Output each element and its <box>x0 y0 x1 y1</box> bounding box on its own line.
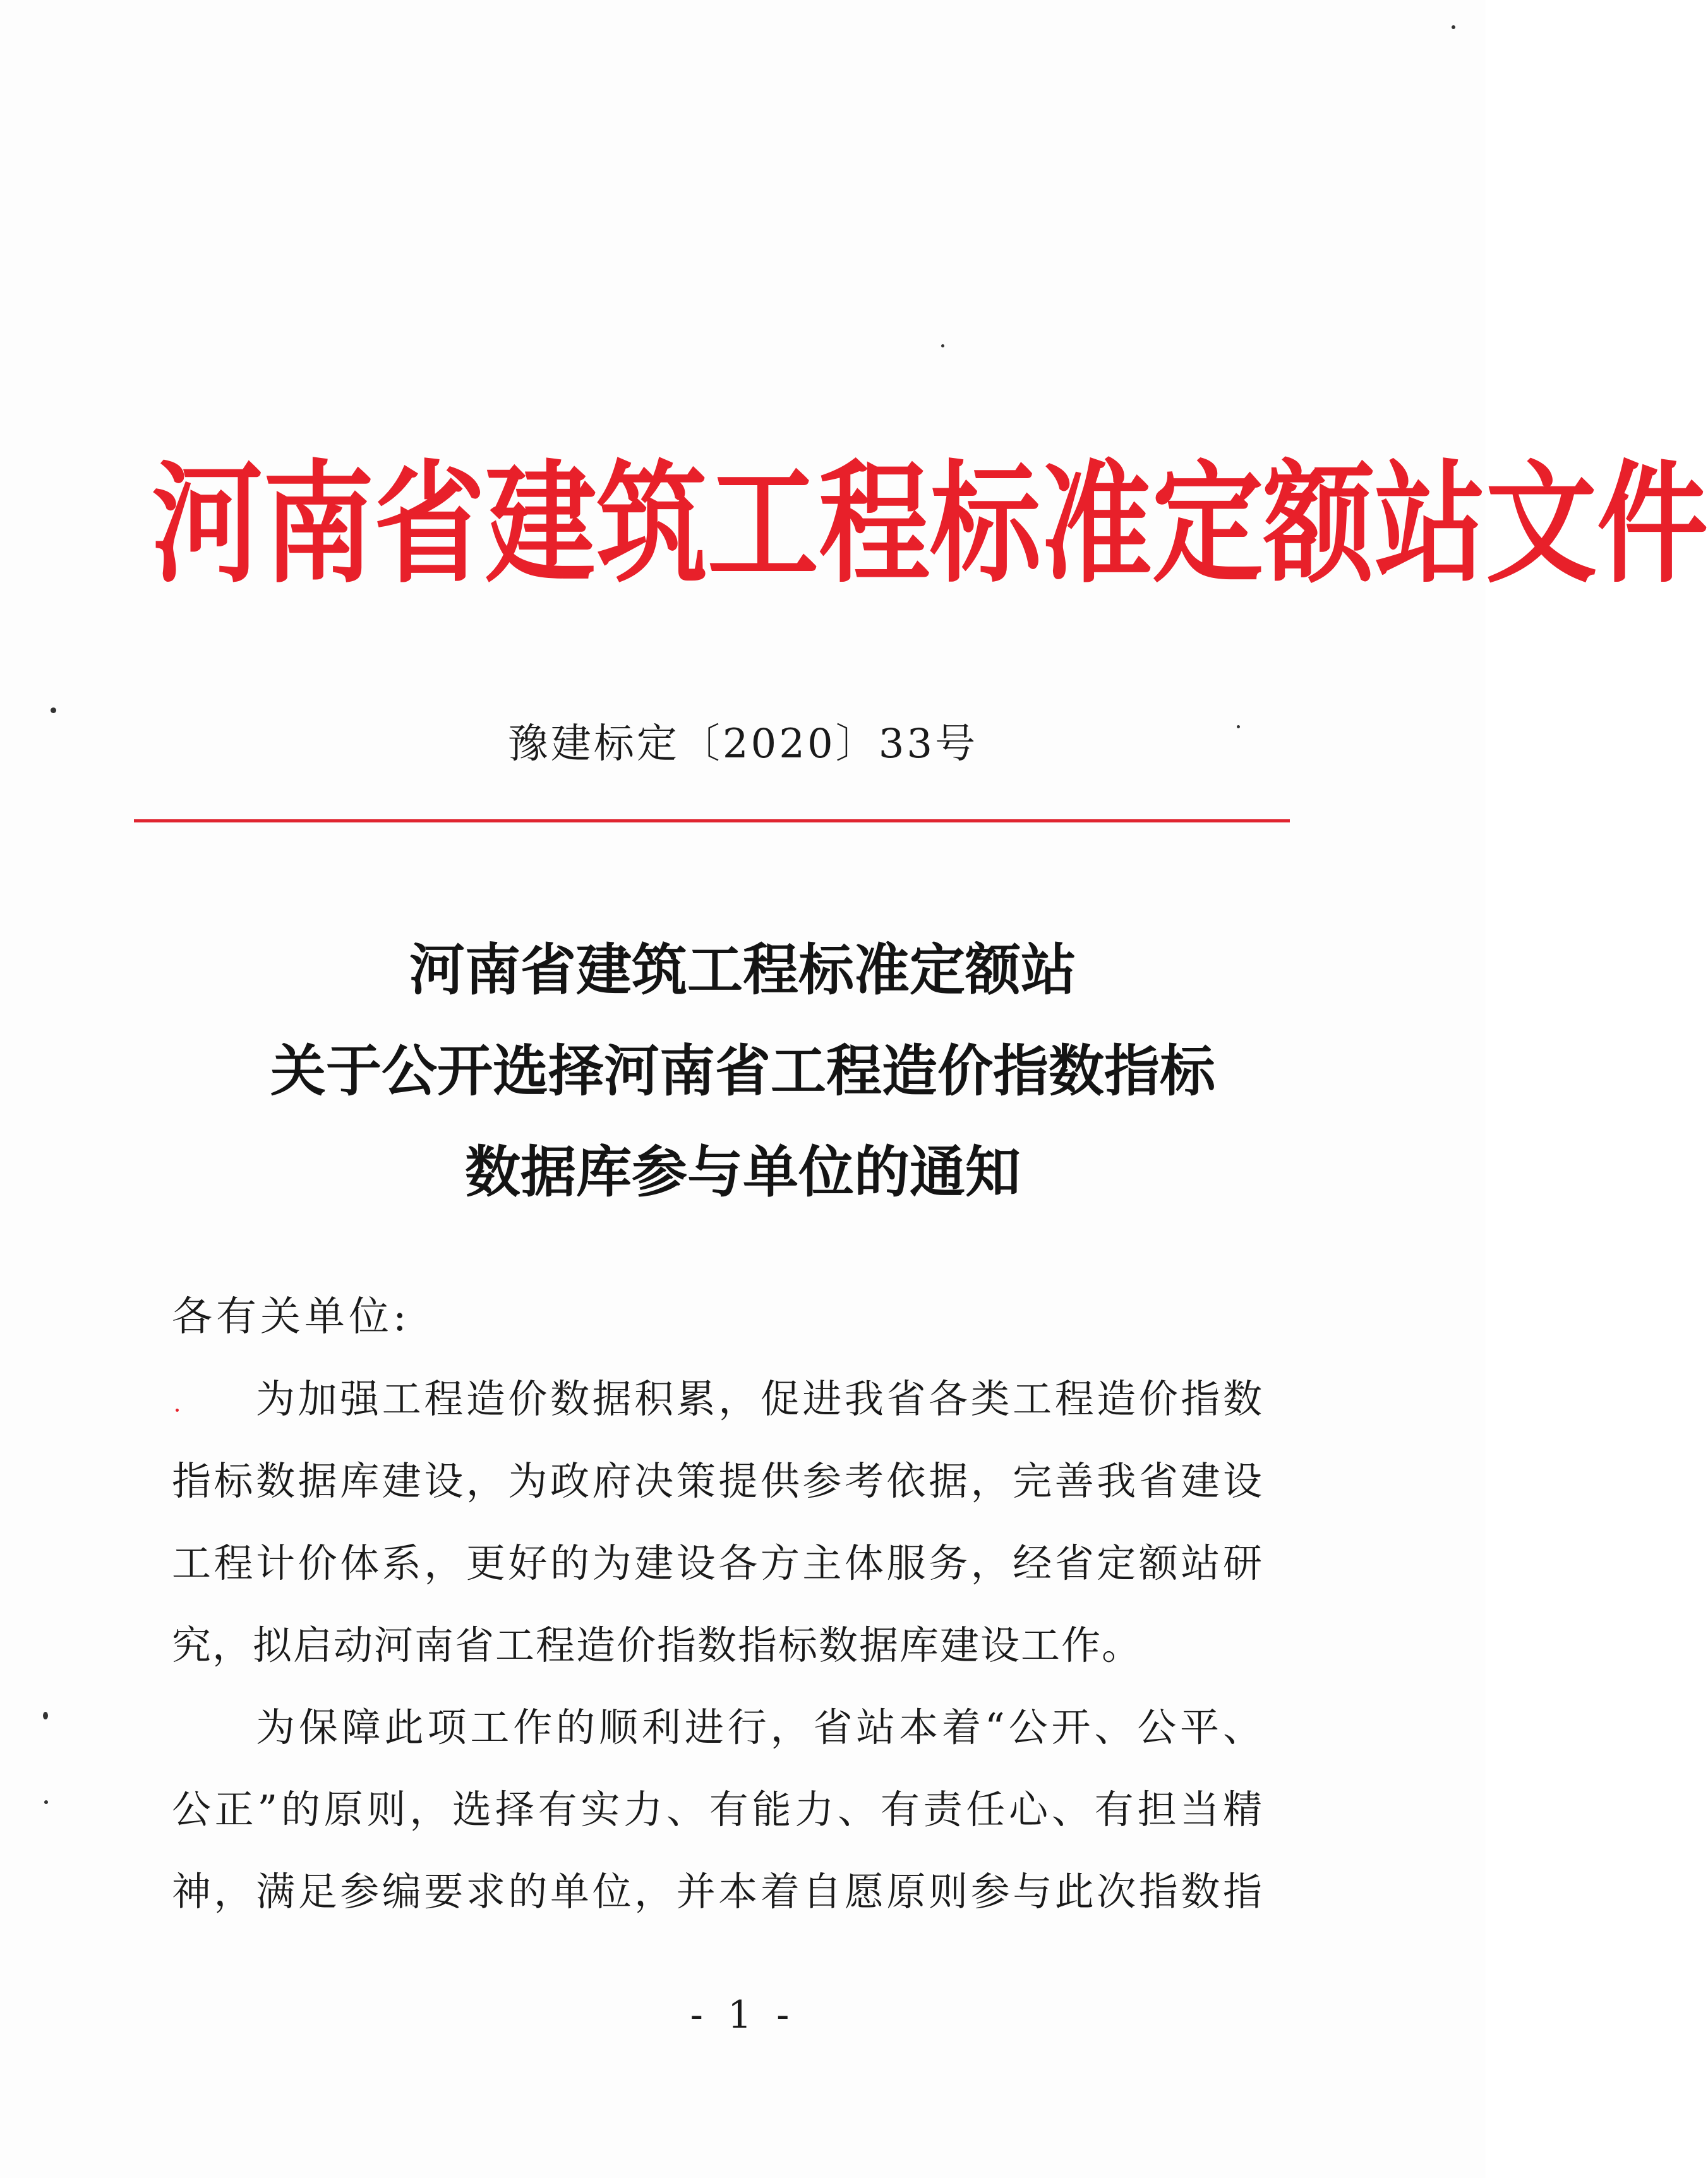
scan-speck <box>941 344 944 347</box>
page-number: - 1 - <box>690 1993 796 2037</box>
salutation: 各有关单位: <box>172 1294 411 1340</box>
paragraph-1-line-3: 工程计价体系，更好的为建设各方主体服务，经省定额站研 <box>172 1540 1263 1586</box>
paragraph-1-line-4: 究，拟启动河南省工程造价指数指标数据库建设工作。 <box>172 1622 1143 1668</box>
scan-speck <box>1237 725 1240 728</box>
scan-speck <box>176 1409 179 1412</box>
scan-speck <box>44 1800 48 1804</box>
paragraph-2-line-3: 神，满足参编要求的单位，并本着自愿原则参与此次指数指 <box>172 1868 1263 1915</box>
document-number: 豫建标定〔2020〕33号 <box>507 721 978 767</box>
scan-speck <box>51 707 56 713</box>
paragraph-2-line-1: 为保障此项工作的顺利进行，省站本着“公开、公平、 <box>256 1704 1263 1750</box>
notice-title-line-2: 关于公开选择河南省工程造价指数指标 <box>270 1038 1215 1104</box>
scan-speck <box>1452 25 1455 29</box>
notice-title-line-1: 河南省建筑工程标准定额站 <box>409 937 1076 1002</box>
paragraph-1-line-2: 指标数据库建设，为政府决策提供参考依据，完善我省建设 <box>172 1458 1263 1504</box>
paragraph-2-line-2: 公正”的原则，选择有实力、有能力、有责任心、有担当精 <box>172 1786 1263 1832</box>
issuer-header-title: 河南省建筑工程标准定额站文件 <box>152 447 1708 601</box>
notice-title-line-3: 数据库参与单位的通知 <box>464 1139 1021 1205</box>
red-divider-line <box>134 819 1290 822</box>
scan-speck <box>43 1712 48 1719</box>
paragraph-1-line-1: 为加强工程造价数据积累，促进我省各类工程造价指数 <box>256 1376 1263 1422</box>
